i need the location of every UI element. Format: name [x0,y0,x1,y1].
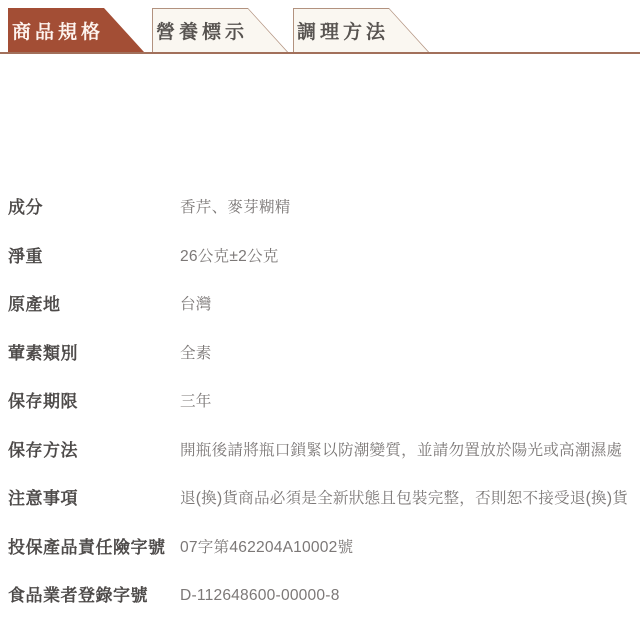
spec-label-net-weight: 淨重 [8,246,43,266]
spec-value-net-weight: 26公克±2公克 [180,247,279,265]
tab-nutrition-label[interactable] [152,8,288,52]
spec-value-liability-insurance-no: 07字第462204A10002號 [180,538,354,556]
spec-value-diet-category: 全素 [180,344,212,362]
spec-label-diet-category: 葷素類別 [8,343,78,363]
table-row [8,584,640,608]
product-spec-table [8,196,640,633]
spec-label-precautions: 注意事項 [8,489,78,508]
table-row [8,245,640,269]
tab-nutrition-label-label: 營養標示 [156,21,249,43]
spec-label-liability-insurance-no: 投保產品責任險字號 [8,537,166,557]
spec-value-food-business-registration-no: D-112648600-00000-8 [180,587,340,604]
tab-product-spec-label: 商品規格 [12,21,105,43]
table-row [8,293,640,317]
table-row [8,390,640,414]
table-row [8,487,640,511]
tab-cooking-method-label: 調理方法 [297,21,390,43]
spec-value-origin: 台灣 [180,296,212,313]
spec-value-shelf-life: 三年 [180,393,212,410]
spec-label-origin: 原產地 [8,295,61,314]
spec-label-shelf-life: 保存期限 [8,392,78,411]
spec-label-ingredients: 成分 [8,198,43,217]
table-row [8,536,640,560]
tab-cooking-method[interactable] [293,8,429,52]
spec-value-precautions: 退(換)貨商品必須是全新狀態且包裝完整，否則恕不接受退(換)貨 [180,490,629,507]
table-row [8,196,640,220]
tabbar-underline [0,52,640,54]
spec-value-storage-method: 開瓶後請將瓶口鎖緊以防潮變質，並請勿置放於陽光或高潮濕處 [180,441,623,459]
tab-product-spec[interactable] [8,8,144,52]
spec-label-food-business-registration-no: 食品業者登錄字號 [8,586,148,605]
table-row [8,439,640,463]
spec-value-ingredients: 香芹、麥芽糊精 [180,199,291,216]
product-info-tabbar [8,8,640,54]
table-row [8,342,640,366]
spec-label-storage-method: 保存方法 [8,440,78,460]
